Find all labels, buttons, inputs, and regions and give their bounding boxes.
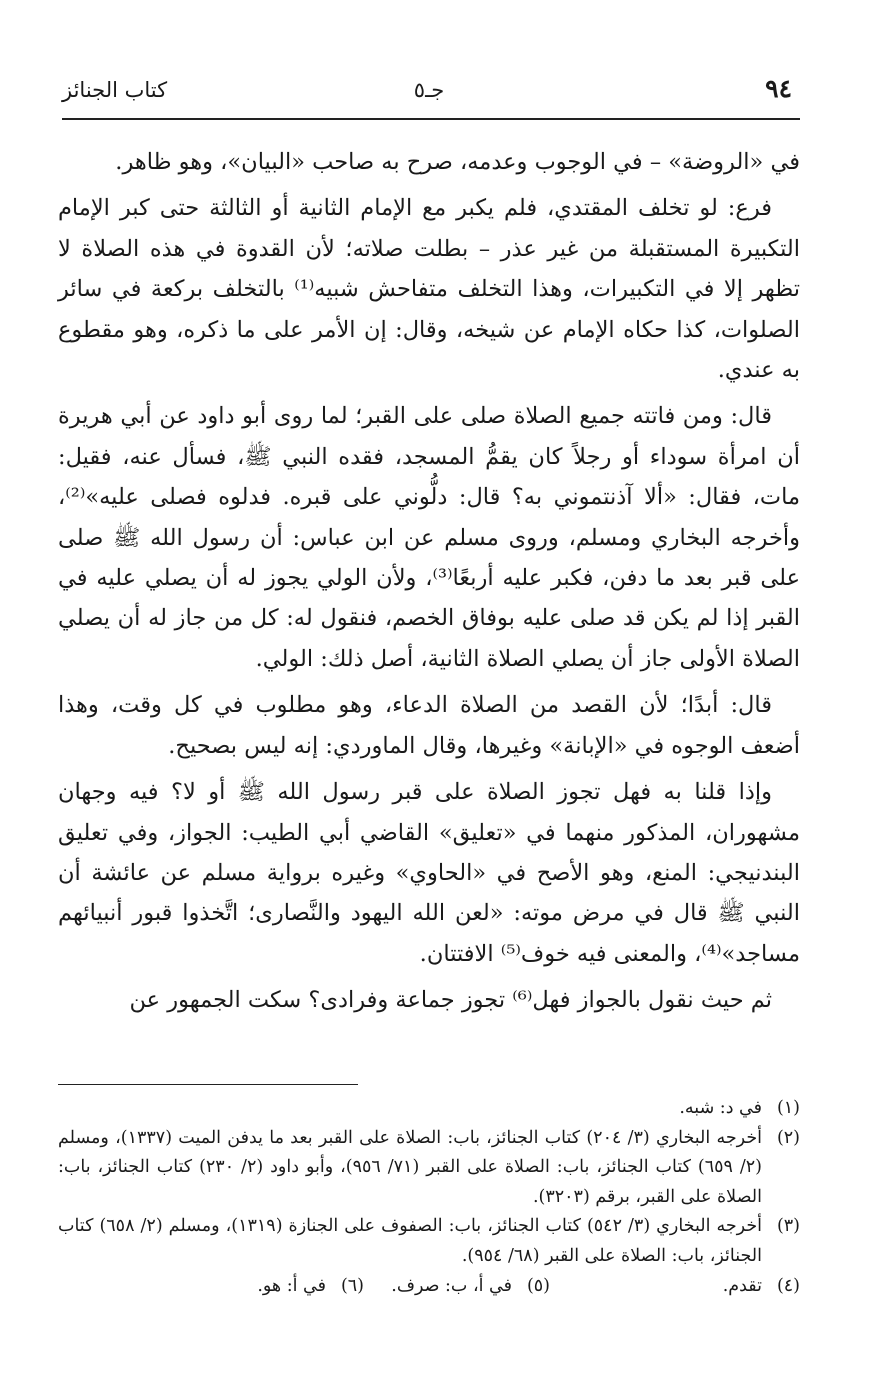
paragraph: فرع: لو تخلف المقتدي، فلم يكبر مع الإمام الثانية أو الثالثة حتى كبر الإمام التكبيرة المستقبلة من غير عذر – بطلت صلاته؛ لأن القدوة في هذه الصلاة لا تظهر إلا في التكبيرات، وهذا التخلف متفاحش شبيه⁽¹⁾ بالتخلف بركعة في سائر الصلوات، كذا حكاه الإمام عن شيخه، وقال: إن الأمر على ما ذكره، وهو مقطوع به عندي. <box>58 195 800 384</box>
header-rule <box>62 118 800 120</box>
footnote-number: (٦) <box>340 1275 364 1296</box>
book-page <box>58 70 800 1296</box>
footnote-row <box>58 1272 800 1302</box>
running-header <box>58 70 800 110</box>
footnote <box>58 1094 800 1124</box>
footnote-number: (٥) <box>526 1275 550 1296</box>
footnote-number: (٤) <box>776 1275 800 1296</box>
footnote <box>58 1124 800 1213</box>
footnote <box>58 1212 800 1271</box>
footnote-text: تقدم. <box>722 1275 762 1296</box>
footnotes <box>58 1094 800 1302</box>
footnote-number: (٣) <box>776 1216 800 1237</box>
paragraph: قال: ومن فاتته جميع الصلاة صلى على القبر؛ لما روى أبو داود عن أبي هريرة أن امرأة سوداء أو رجلاً كان يقمُّ المسجد، فقده النبي ﷺ، فسأل عنه، فقيل: مات، فقال: «ألا آذنتموني به؟ قال: دلُّوني على قبره. فدلوه فصلى عليه»⁽²⁾، وأخرجه البخاري ومسلم، وروى مسلم عن ابن عباس: أن رسول الله ﷺ صلى على قبر بعد ما دفن، فكبر عليه أربعًا⁽³⁾، ولأن الولي يجوز له أن يصلي عليه في القبر إذا لم يكن قد صلى عليه بوفاق الخصم، فنقول له: كل من جاز له أن يصلي الصلاة الأولى جاز أن يصلي الصلاة الثانية، أصل ذلك: الولي. <box>58 403 800 672</box>
footnote-number: (١) <box>776 1098 800 1118</box>
footnote-text: في أ، ب: صرف. <box>391 1275 512 1296</box>
footnote-number: (٢) <box>776 1127 800 1148</box>
book-title: كتاب الجنائز <box>62 78 168 102</box>
footnote-rule <box>58 1084 358 1085</box>
paragraph: في «الروضة» – في الوجوب وعدمه، صرح به صاحب «البيان»، وهو ظاهر. <box>115 149 800 175</box>
main-text <box>58 142 800 1027</box>
paragraph: ثم حيث نقول بالجواز فهل⁽⁶⁾ تجوز جماعة وفرادى؟ سكت الجمهور عن <box>129 987 772 1014</box>
footnote-text: أخرجه البخاري (٣/ ٥٤٢) كتاب الجنائز، باب: الصفوف على الجنازة (١٣١٩)، ومسلم (٢/ ٦٥٨) كتاب الجنائز، باب: الصلاة على القبر (٦٨/ ٩٥٤). <box>58 1216 763 1266</box>
footnote-text: في د: شبه. <box>679 1098 762 1118</box>
paragraph: وإذا قلنا به فهل تجوز الصلاة على قبر رسول الله ﷺ أو لا؟ فيه وجهان مشهوران، المذكور منهما في «تعليق» القاضي أبي الطيب: الجواز، وفي تعليق البندنيجي: المنع، وهو الأصح في «الحاوي» وغيره برواية مسلم عن عائشة أن النبي ﷺ قال في مرض موته: «لعن الله اليهود والنَّصارى؛ اتَّخذوا قبور أنبيائهم مساجد»⁽⁴⁾، والمعنى فيه خوف⁽⁵⁾ الافتتان. <box>58 779 800 967</box>
page-number: ٩٤ <box>765 74 792 103</box>
volume-label: جـ٥ <box>413 78 445 102</box>
footnote-text: أخرجه البخاري (٣/ ٢٠٤) كتاب الجنائز، باب: الصلاة على القبر بعد ما يدفن الميت (١٣٣٧)، ومسلم (٢/ ٦٥٩) كتاب الجنائز، باب: الصلاة على القبر (٧١/ ٩٥٦)، وأبو داود (٢/ ٢٣٠) كتاب الجنائز، باب: الصلاة على القبر، برقم (٣٢٠٣). <box>58 1127 762 1207</box>
paragraph: قال: أبدًا؛ لأن القصد من الصلاة الدعاء، وهو مطلوب في كل وقت، وهذا أضعف الوجوه في «الإبانة» وغيرها، وقال الماوردي: إنه ليس بصحيح. <box>58 692 800 759</box>
footnote-text: في أ: هو. <box>257 1275 326 1296</box>
